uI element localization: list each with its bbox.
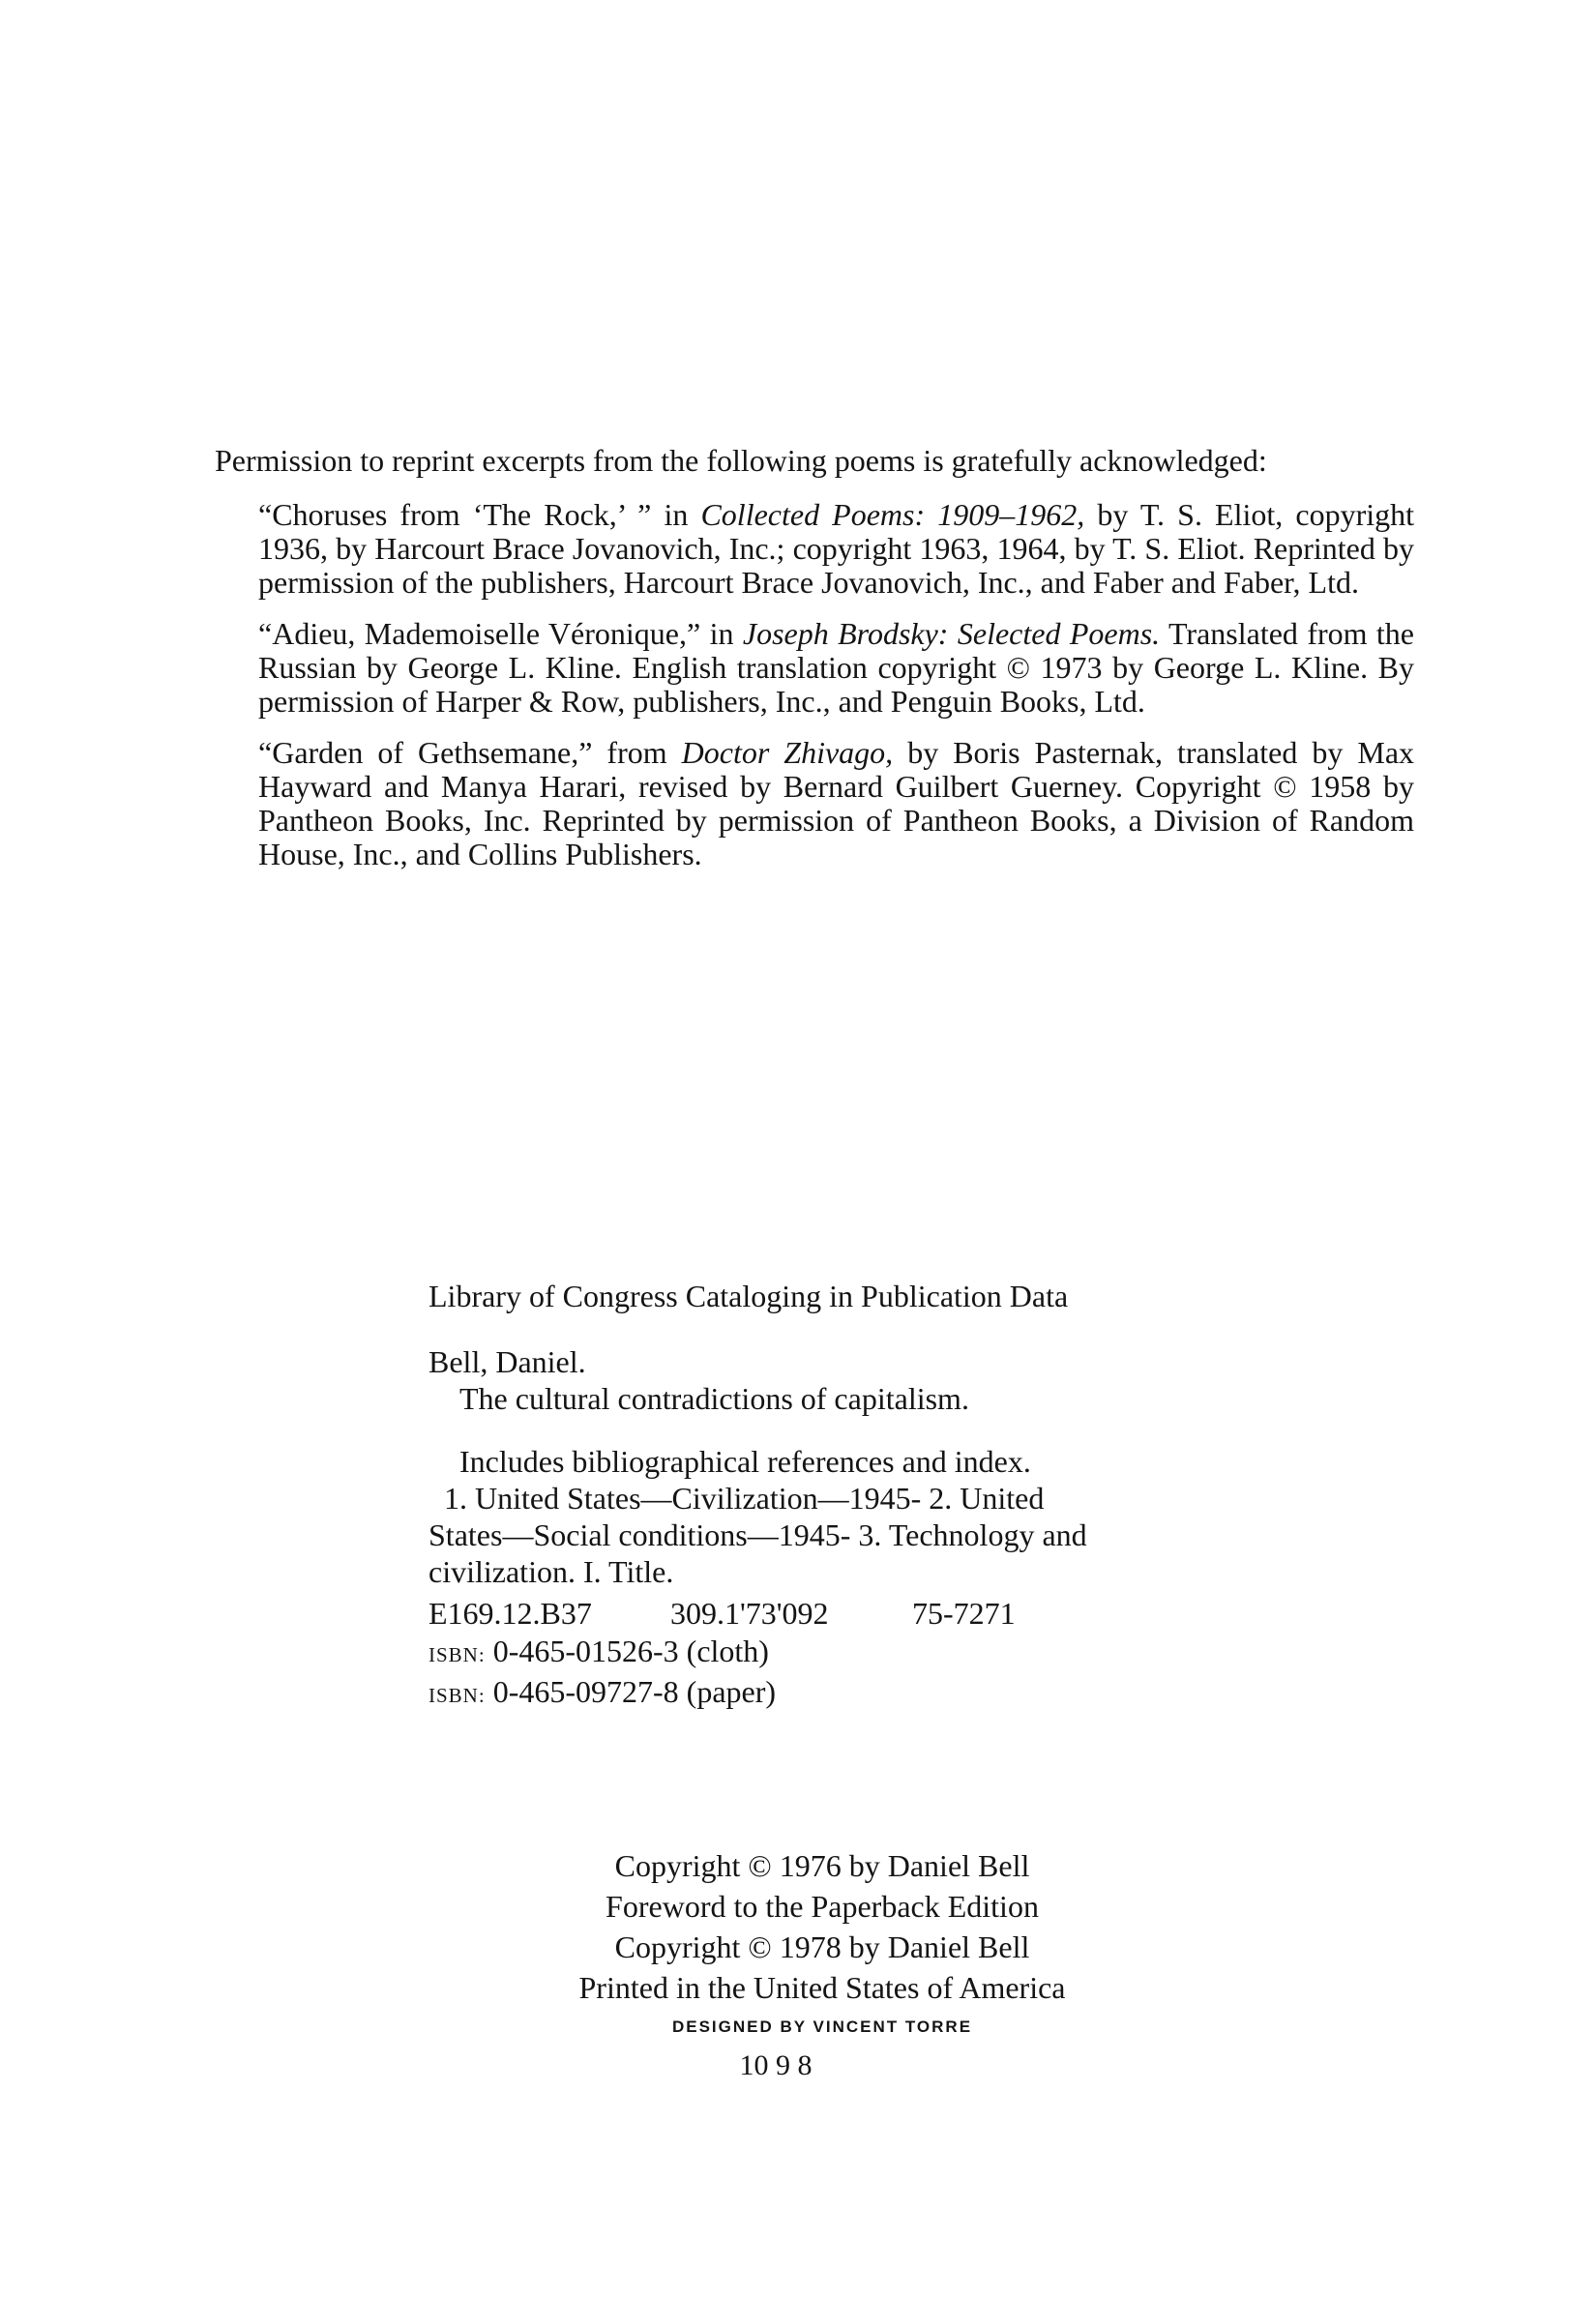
- isbn-label: ISBN:: [429, 1684, 486, 1707]
- permission-entry-text: by T. S. Eliot, copyright 1936, by Harcourt Brace Jovanovich, Inc.; copyright 1963, 1964, by T. S. Eliot. Reprinted by permission of the publishers, Harcourt Brace Jovanovich, Inc., and Faber and Faber, Ltd.: [258, 497, 1415, 600]
- cip-subjects: [429, 1553, 1222, 1590]
- dewey-classification: 309.1'73'092: [670, 1596, 829, 1631]
- cip-subjects: [429, 1517, 1222, 1553]
- isbn-cloth: [429, 1633, 1222, 1673]
- permissions-intro: Permission to reprint excerpts from the following poems is gratefully acknowledged:: [215, 443, 1267, 478]
- copyright-line: Copyright © 1976 by Daniel Bell: [614, 1848, 1030, 1883]
- printed-in-line: Printed in the United States of America: [578, 1970, 1066, 2005]
- cip-title: The cultural contradictions of capitalism.: [459, 1381, 969, 1416]
- isbn-label: ISBN:: [429, 1643, 486, 1666]
- isbn-value: 0-465-01526-3 (cloth): [492, 1634, 769, 1668]
- permission-entry-work-title: Joseph Brodsky: Selected Poems.: [742, 616, 1161, 651]
- cip-heading: Library of Congress Cataloging in Publication Data: [429, 1279, 1069, 1313]
- isbn-value: 0-465-09727-8 (paper): [492, 1674, 777, 1709]
- permission-entry: [258, 736, 1414, 871]
- cip-subjects-line: civilization. I. Title.: [429, 1554, 674, 1589]
- isbn-paper: [429, 1673, 1222, 1714]
- permission-entry-text: Translated from the Russian by George L. Kline. English translation copyright © 1973 by George L. Kline. By permission of Harper & Row, publishers, Inc., and Penguin Books, Ltd.: [258, 616, 1415, 719]
- designer-credit: DESIGNED BY VINCENT TORRE: [671, 2017, 973, 2036]
- permission-entry-work-title: Doctor Zhivago,: [681, 735, 894, 770]
- cip-notes: Includes bibliographical references and index.: [459, 1444, 1031, 1479]
- cip-classification-row: [429, 1594, 1222, 1633]
- printing-line: 10 9 8: [739, 2049, 813, 2081]
- permission-entry-text: by Boris Pasternak, translated by Max Hayward and Manya Harari, revised by Bernard Guilbert Guerney. Copyright © 1958 by Pantheon Books, Inc. Reprinted by permission of Pantheon Books, a Division of Random House, Inc., and Collins Publishers.: [258, 735, 1415, 871]
- permission-entry-text: “Adieu, Mademoiselle Véronique,” in: [258, 616, 743, 651]
- cip-author: Bell, Daniel.: [429, 1344, 586, 1379]
- cip-subjects: [429, 1480, 1222, 1517]
- cip-subjects-line: 1. United States—Civilization—1945- 2. United: [444, 1481, 1045, 1516]
- permission-entry: [258, 498, 1414, 600]
- permission-entry-work-title: Collected Poems: 1909–1962,: [700, 497, 1085, 532]
- copyright-line: Copyright © 1978 by Daniel Bell: [614, 1929, 1030, 1964]
- permission-entry-text: “Choruses from ‘The Rock,’ ” in: [258, 497, 701, 532]
- cataloging-data-block: [429, 1277, 1222, 1714]
- lc-classification: E169.12.B37: [429, 1596, 592, 1631]
- cip-subjects-line: States—Social conditions—1945- 3. Technology and: [429, 1517, 1087, 1552]
- permissions-section: [215, 440, 1414, 889]
- permission-entry-text: “Garden of Gethsemane,” from: [258, 735, 682, 770]
- permission-entry: [258, 617, 1414, 719]
- colophon: [503, 1845, 1141, 2085]
- lccn-number: 75-7271: [912, 1596, 1016, 1631]
- foreword-line: Foreword to the Paperback Edition: [606, 1889, 1039, 1924]
